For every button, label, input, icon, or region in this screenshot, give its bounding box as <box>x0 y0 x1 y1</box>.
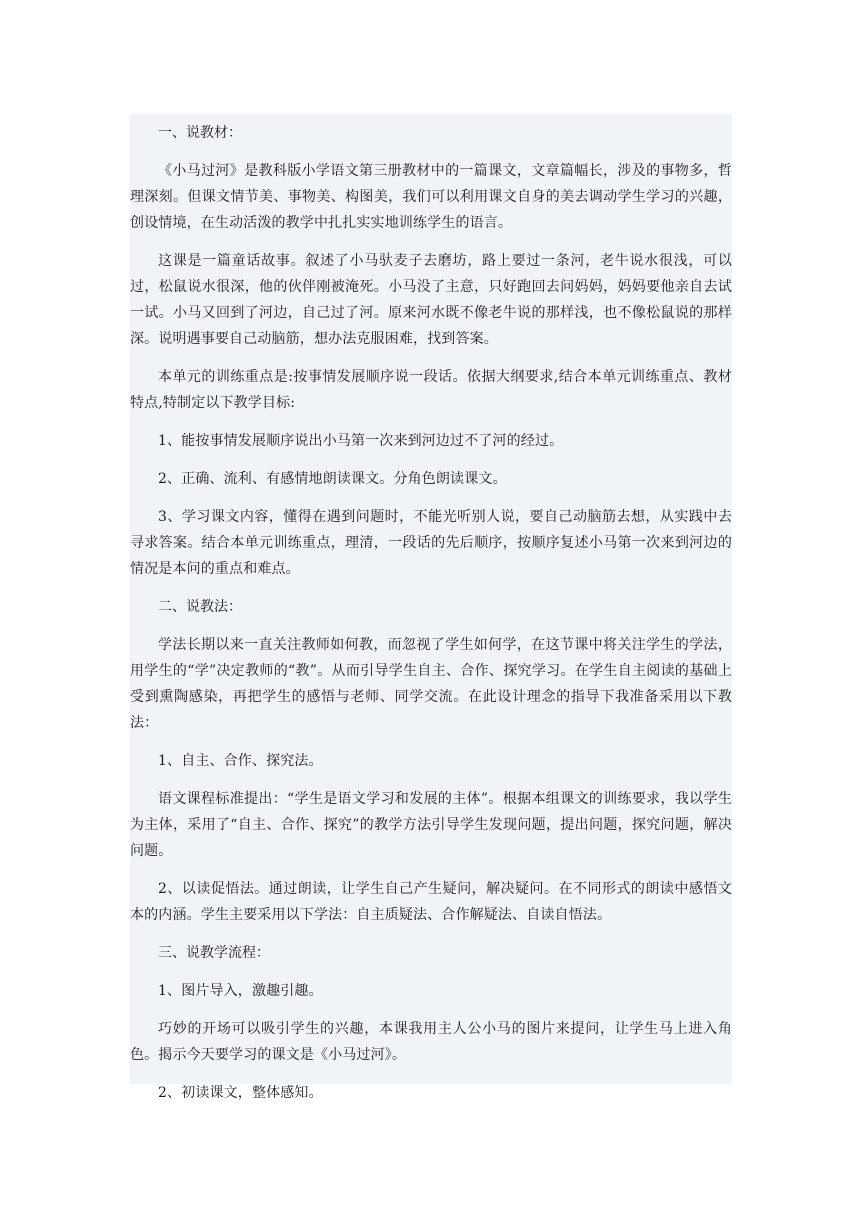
paragraph-intro: 《小马过河》是教科版小学语文第三册教材中的一篇课文，文章篇幅长，涉及的事物多，哲理深刻。但课文情节美、事物美、构图美，我们可以利用课文自身的美去调动学生学习的兴趣，创设情境，在生动活泼的教学中扎扎实实地训练学生的语言。 <box>130 163 732 231</box>
document-text-block <box>130 114 732 1101</box>
paragraph-method-intro: 学法长期以来一直关注教师如何教，而忽视了学生如何学，在这节课中将关注学生的学法，用学生的“学”决定教师的“教”。从而引导学生自主、合作、探究学习。在学生自主阅读的基础上受到熏陶感染，再把学生的感悟与老师、同学交流。在此设计理念的指导下我准备采用以下教法： <box>130 637 732 731</box>
goal-item-2: 2、正确、流利、有感情地朗读课文。分角色朗读课文。 <box>158 471 507 487</box>
goal-item-3: 3、学习课文内容，懂得在遇到问题时，不能光听别人说，要自己动脑筋去想，从实践中去寻求答案。结合本单元训练重点，理清，一段话的先后顺序，按顺序复述小马第一次来到河边的情况是本问的重点和难点。 <box>130 509 732 577</box>
goal-item-1: 1、能按事情发展顺序说出小马第一次来到河边过不了河的经过。 <box>158 433 564 449</box>
section-heading-teaching-material: 一、说教材： <box>158 125 242 141</box>
paragraph-story-summary: 这课是一篇童话故事。叙述了小马驮麦子去磨坊，路上要过一条河，老牛说水很浅，可以过，松鼠说水很深，他的伙伴刚被淹死。小马没了主意，只好跑回去问妈妈，妈妈要他亲自去试一试。小马又回到了河边，自己过了河。原来河水既不像老牛说的那样浅，也不像松鼠说的那样深。说明遇事要自己动脑筋，想办法克服困难，找到答案。 <box>130 253 732 347</box>
paragraph-unit-focus: 本单元的训练重点是:按事情发展顺序说一段话。依据大纲要求,结合本单元训练重点、教材特点,特制定以下教学目标: <box>130 369 732 411</box>
section-heading-teaching-method: 二、说教法： <box>158 599 242 615</box>
paragraph-opening: 巧妙的开场可以吸引学生的兴趣，本课我用主人公小马的图片来提问，让学生马上进入角色。揭示今天要学习的课文是《小马过河》。 <box>130 1021 732 1063</box>
process-item-2: 2、初读课文，整体感知。 <box>158 1085 323 1101</box>
method-item-2: 2、以读促悟法。通过朗读，让学生自己产生疑问，解决疑问。在不同形式的朗读中感悟文本的内涵。学生主要采用以下学法：自主质疑法、合作解疑法、自读自悟法。 <box>130 881 732 923</box>
paragraph-curriculum-standard: 语文课程标准提出：“学生是语文学习和发展的主体”。根据本组课文的训练要求，我以学生为主体，采用了“自主、合作、探究”的教学方法引导学生发现问题，提出问题，探究问题，解决问题。 <box>130 791 732 859</box>
process-item-1: 1、图片导入，激趣引趣。 <box>158 983 323 999</box>
section-heading-teaching-process: 三、说教学流程： <box>158 945 270 961</box>
method-item-1: 1、自主、合作、探究法。 <box>158 753 323 769</box>
